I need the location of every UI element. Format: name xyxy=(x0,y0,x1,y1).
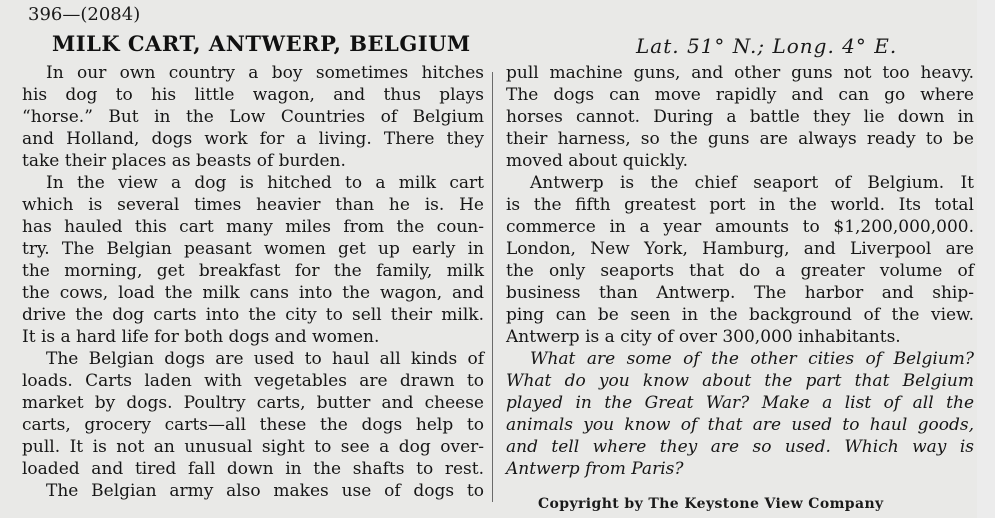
text-line: loaded and tired fall down in the shafts to rest. xyxy=(22,459,484,479)
text-line: The dogs can move rapidly and can go where xyxy=(506,85,974,105)
question-line: Antwerp from Paris? xyxy=(506,459,684,479)
text-line: try. The Belgian peasant women get up early in xyxy=(22,239,484,259)
coordinates-label: Lat. 51° N.; Long. 4° E. xyxy=(636,34,898,58)
text-line: his dog to his little wagon, and thus plays xyxy=(22,85,484,105)
text-line: pull machine guns, and other guns not too heavy. xyxy=(506,63,974,83)
text-line: loads. Carts laden with vegetables are drawn to xyxy=(22,371,484,391)
text-line: drive the dog carts into the city to sell their milk. xyxy=(22,305,484,325)
column-divider xyxy=(492,72,493,502)
question-line: What do you know about the part that Belgium xyxy=(506,371,974,391)
text-line: the cows, load the milk cans into the wagon, and xyxy=(22,283,484,303)
copyright-notice: Copyright by The Keystone View Company xyxy=(538,496,884,512)
question-line: played in the Great War? Make a list of all the xyxy=(506,393,974,413)
text-line: Antwerp is a city of over 300,000 inhabitants. xyxy=(506,327,901,347)
right-column xyxy=(506,62,974,480)
text-line: their harness, so the guns are always ready to be xyxy=(506,129,974,149)
page-title: MILK CART, ANTWERP, BELGIUM xyxy=(52,31,471,56)
page-edge xyxy=(977,0,995,518)
question-line: What are some of the other cities of Belgium? xyxy=(530,349,974,369)
text-line: In the view a dog is hitched to a milk cart xyxy=(46,173,484,193)
text-line: which is several times heavier than he is. He xyxy=(22,195,484,215)
text-line: The Belgian army also makes use of dogs to xyxy=(46,481,484,501)
text-line: It is a hard life for both dogs and women. xyxy=(22,327,380,347)
text-line: carts, grocery carts—all these the dogs help to xyxy=(22,415,484,435)
text-line: The Belgian dogs are used to haul all kinds of xyxy=(46,349,484,369)
text-line: and Holland, dogs work for a living. There they xyxy=(22,129,484,149)
text-line: “horse.” But in the Low Countries of Belgium xyxy=(22,107,484,127)
text-line: moved about quickly. xyxy=(506,151,689,171)
text-line: London, New York, Hamburg, and Liverpool are xyxy=(506,239,974,259)
page-number: 396—(2084) xyxy=(28,4,141,25)
text-line: commerce in a year amounts to $1,200,000,000. xyxy=(506,217,974,237)
question-line: animals you know of that are used to haul goods, xyxy=(506,415,974,435)
text-line: pull. It is not an unusual sight to see a dog over- xyxy=(22,437,484,457)
text-line: horses cannot. During a battle they lie down in xyxy=(506,107,974,127)
text-line: is the fifth greatest port in the world. Its total xyxy=(506,195,974,215)
text-line: the morning, get breakfast for the family, milk xyxy=(22,261,484,281)
text-line: business than Antwerp. The harbor and ship- xyxy=(506,283,974,303)
question-line: and tell where they are so used. Which way is xyxy=(506,437,974,457)
left-column xyxy=(22,62,484,502)
text-line: has hauled this cart many miles from the coun- xyxy=(22,217,484,237)
text-line: ping can be seen in the background of the view. xyxy=(506,305,974,325)
text-line: the only seaports that do a greater volume of xyxy=(506,261,974,281)
text-line: market by dogs. Poultry carts, butter and cheese xyxy=(22,393,484,413)
text-line: Antwerp is the chief seaport of Belgium. It xyxy=(530,173,974,193)
text-line: In our own country a boy sometimes hitches xyxy=(46,63,484,83)
text-line: take their places as beasts of burden. xyxy=(22,151,346,171)
